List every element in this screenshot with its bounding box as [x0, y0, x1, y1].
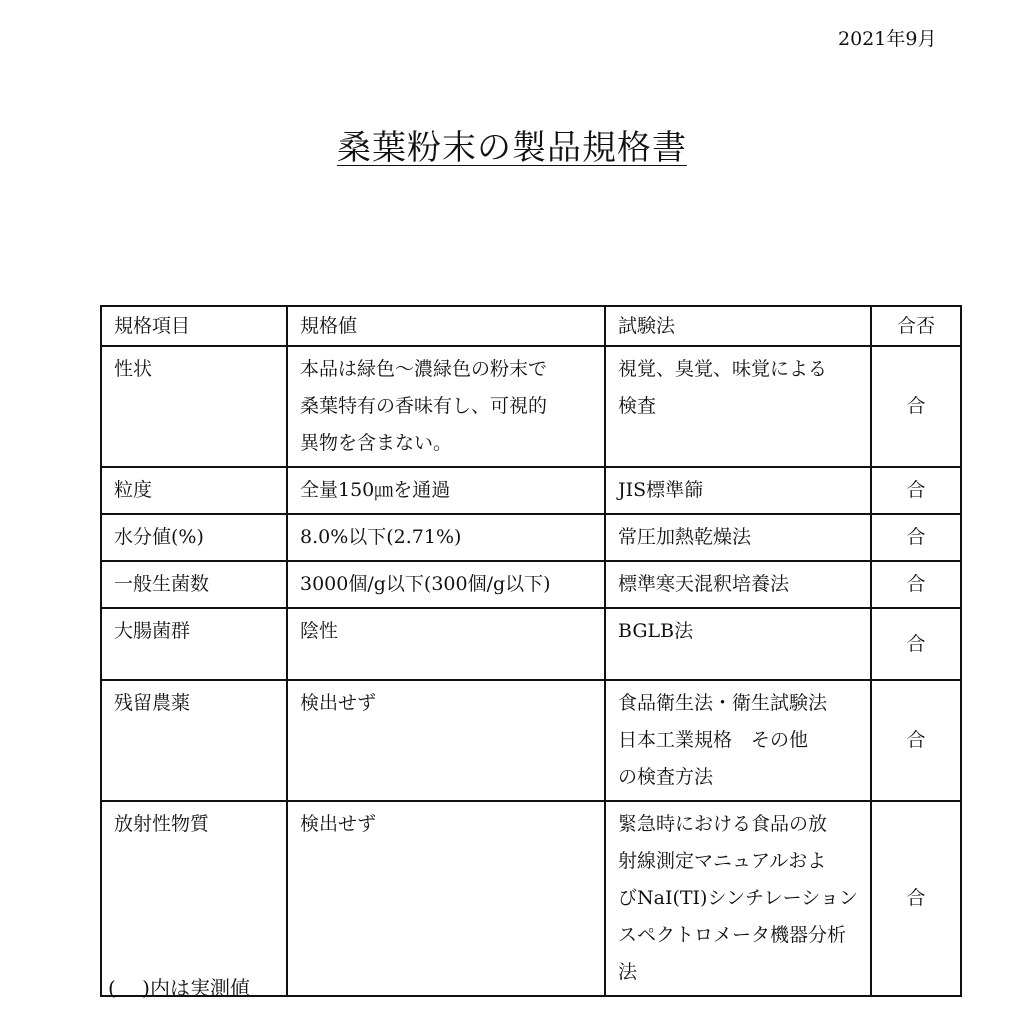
cell-method-line: BGLB法: [618, 620, 694, 642]
cell-value: [287, 608, 605, 680]
cell-method-line: の検査方法: [618, 766, 714, 788]
cell-method-line: スペクトロメータ機器分析: [618, 924, 847, 946]
cell-method-line: びNaI(TI)シンチレーション: [618, 887, 858, 909]
cell-method: [605, 346, 871, 467]
cell-value-line: 8.0%以下(2.71%): [300, 526, 462, 548]
table-row: [101, 467, 961, 514]
cell-item: 大腸菌群: [101, 608, 287, 680]
cell-result: 合: [871, 801, 961, 996]
cell-item: 水分値(%): [101, 514, 287, 561]
cell-item: 一般生菌数: [101, 561, 287, 608]
document-title: [0, 120, 1024, 169]
table-row: [101, 608, 961, 680]
table-row: [101, 801, 961, 996]
cell-method: [605, 801, 871, 996]
cell-value-line: 検出せず: [300, 692, 377, 714]
cell-value: [287, 561, 605, 608]
cell-method-line: 日本工業規格 その他: [618, 729, 809, 751]
cell-method: [605, 514, 871, 561]
cell-method-line: 視覚、臭覚、味覚による: [618, 358, 828, 380]
cell-method: [605, 467, 871, 514]
cell-value: [287, 514, 605, 561]
cell-value-line: 検出せず: [300, 813, 377, 835]
cell-method-line: 緊急時における食品の放: [618, 813, 828, 835]
cell-value-line: 桑葉特有の香味有し、可視的: [300, 395, 548, 417]
document-title-text: 桑葉粉末の製品規格書: [337, 128, 687, 168]
cell-item: 性状: [101, 346, 287, 467]
table-row: [101, 346, 961, 467]
spec-table: [100, 305, 962, 997]
table-row: [101, 561, 961, 608]
cell-item: 放射性物質: [101, 801, 287, 996]
cell-value-line: 本品は緑色～濃緑色の粉末で: [300, 358, 548, 380]
table-row: [101, 680, 961, 801]
cell-value: [287, 680, 605, 801]
cell-value-line: 全量150㎛を通過: [300, 479, 451, 501]
cell-item: 残留農薬: [101, 680, 287, 801]
header-method: 試験法: [605, 306, 871, 346]
cell-method: [605, 680, 871, 801]
table-row: [101, 514, 961, 561]
cell-result: 合: [871, 561, 961, 608]
cell-value: [287, 801, 605, 996]
cell-method-line: 検査: [618, 395, 657, 417]
cell-result: 合: [871, 608, 961, 680]
cell-result: 合: [871, 346, 961, 467]
cell-value-line: 異物を含まない。: [300, 432, 453, 454]
header-item: 規格項目: [101, 306, 287, 346]
header-result: 合否: [871, 306, 961, 346]
cell-item: 粒度: [101, 467, 287, 514]
cell-method: [605, 561, 871, 608]
cell-value-line: 陰性: [300, 620, 339, 642]
cell-result: 合: [871, 680, 961, 801]
header-value: 規格値: [287, 306, 605, 346]
cell-method: [605, 608, 871, 680]
table-header-row: [101, 306, 961, 346]
cell-result: 合: [871, 467, 961, 514]
issue-date: 2021年9月: [838, 28, 937, 50]
cell-value: [287, 346, 605, 467]
cell-method-line: 常圧加熱乾燥法: [618, 526, 752, 548]
cell-result: 合: [871, 514, 961, 561]
cell-method-line: 法: [618, 961, 638, 983]
cell-method-line: 食品衛生法・衛生試験法: [618, 692, 828, 714]
cell-method-line: 標準寒天混釈培養法: [618, 573, 790, 595]
cell-value: [287, 467, 605, 514]
footnote: ( )内は実測値: [108, 976, 250, 1000]
cell-value-line: 3000個/g以下(300個/g以下): [300, 573, 551, 595]
cell-method-line: 射線測定マニュアルおよ: [618, 850, 827, 872]
cell-method-line: JIS標準篩: [618, 479, 704, 501]
